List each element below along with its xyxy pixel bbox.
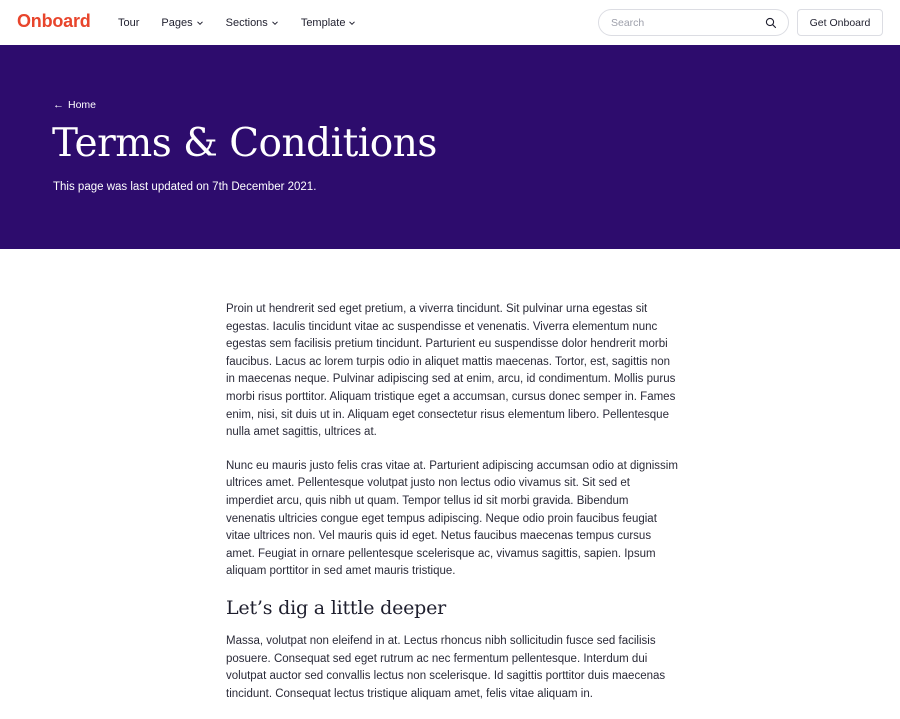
nav-item-label: Template xyxy=(300,16,346,29)
top-navbar xyxy=(0,0,900,45)
get-onboard-button[interactable]: Get Onboard xyxy=(797,9,883,36)
nav-item-template[interactable] xyxy=(301,17,357,29)
nav-item-sections[interactable] xyxy=(226,17,279,29)
main-nav xyxy=(118,0,378,45)
search-input[interactable] xyxy=(611,17,751,29)
search-box xyxy=(598,9,789,36)
brand-logo[interactable]: Onboard xyxy=(17,11,91,31)
content-paragraph: Proin ut hendrerit sed eget pretium, a viverra tincidunt. Sit pulvinar urna egestas sit egestas. Iaculis tincidunt vitae ac suspendisse et venenatis. Viverra elementum nunc egestas sem facilisis pretium tincidunt. Parturient eu suspendisse dolor hendrerit morbi faucibus. Lacus ac lorem turpis odio in aliquet mattis maecenas. Tortor, est, sagittis non in maecenas neque. Pulvinar adipiscing sed at enim, arcu, id condimentum. Mollis purus morbi risus porttitor. Aliquam tristique eget a accumsan, cursus donec semper in. Fames enim, nisi, sit duis ut in. Aliquam eget consectetur risus elementum libero. Pellentesque nulla amet sagittis, ultrices at. xyxy=(226,303,676,439)
section-heading: Let’s dig a little deeper xyxy=(226,596,447,619)
back-home-label: Home xyxy=(68,99,97,111)
chevron-down-icon xyxy=(348,19,356,27)
chevron-down-icon xyxy=(196,19,204,27)
nav-item-label: Tour xyxy=(118,16,140,29)
nav-item-tour[interactable] xyxy=(118,17,139,29)
hero-banner xyxy=(0,45,900,249)
search-icon[interactable] xyxy=(765,17,777,29)
nav-item-label: Sections xyxy=(225,16,268,29)
nav-item-pages[interactable] xyxy=(161,17,203,29)
back-home-link[interactable] xyxy=(53,99,96,111)
page-title: Terms & Conditions xyxy=(52,121,437,166)
content-paragraph: Massa, volutpat non eleifend in at. Lectus rhoncus nibh sollicitudin fusce sed facilisis posuere. Consequat sed eget rutrum ac nec fermentum pellentesque. Interdum dui volutpat auctor sed convallis lectus non scelerisque. Id sagittis porttitor duis maecenas tincidunt. Consequat lectus tristique aliquam amet, felis vitae aliquam in. xyxy=(226,634,666,700)
arrow-left-icon: ← xyxy=(53,99,64,111)
terms-content xyxy=(226,301,678,719)
nav-item-label: Pages xyxy=(161,16,193,29)
last-updated-text: This page was last updated on 7th December 2021. xyxy=(53,181,317,193)
chevron-down-icon xyxy=(271,19,279,27)
content-paragraph: Nunc eu mauris justo felis cras vitae at. Parturient adipiscing accumsan odio at dignissim ultrices amet. Pellentesque volutpat justo non lectus odio vivamus sit. Sit sed et imperdiet arcu, quis nibh ut quam. Tempor tellus id sit morbi gravida. Bibendum venenatis ultricies congue eget tempus adipiscing. Neque odio proin faucibus feugiat vitae ultrices non. Vel mauris quis id eget. Netus faucibus maecenas tempus cursus amet. Feugiat in ornare pellentesque scelerisque ac, vivamus sagittis, sapien. Ipsum aliquam porttitor in sed amet mauris tristique. xyxy=(226,459,678,578)
